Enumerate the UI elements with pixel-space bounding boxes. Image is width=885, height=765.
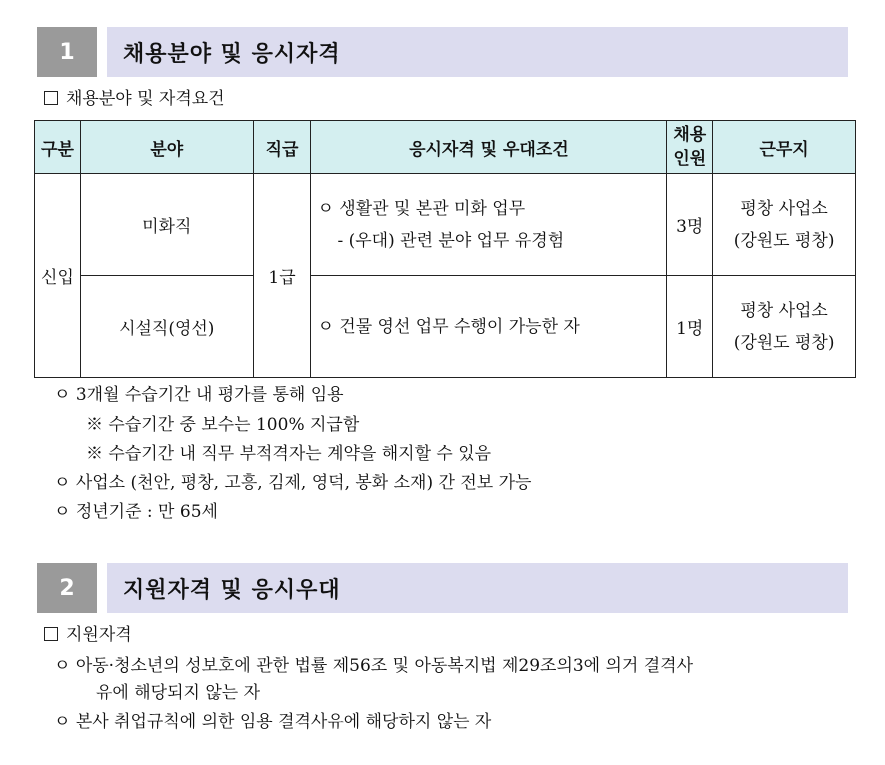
qualification-line: ㅇ 생활관 및 본관 미화 업무 <box>317 198 526 219</box>
cell-group: 신입 <box>35 174 81 378</box>
section-number: 1 <box>37 27 97 77</box>
cell-field: 미화직 <box>80 174 253 276</box>
section-2-header <box>37 563 848 613</box>
note-line: ㅇ 사업소 (천안, 평창, 고흥, 김제, 영덕, 봉화 소재) 간 전보 가능 <box>54 473 532 493</box>
recruitment-table <box>34 120 856 378</box>
cell-headcount: 3명 <box>667 174 713 276</box>
section-title: 지원자격 및 응시우대 <box>107 563 848 613</box>
header-qualification: 응시자격 및 우대조건 <box>311 121 667 174</box>
cell-qualification <box>311 174 667 276</box>
header-field: 분야 <box>80 121 253 174</box>
section-title: 채용분야 및 응시자격 <box>107 27 848 77</box>
subheading-text: 채용분야 및 자격요건 <box>66 89 225 109</box>
table-row <box>35 174 856 276</box>
cell-location <box>713 276 856 378</box>
header-location: 근무지 <box>713 121 856 174</box>
note-line: ※ 수습기간 내 직무 부적격자는 계약을 해지할 수 있음 <box>86 444 492 464</box>
qualification-item: ㅇ 본사 취업규칙에 의한 임용 결격사유에 해당하지 않는 자 <box>54 712 492 732</box>
cell-field: 시설직(영선) <box>80 276 253 378</box>
qualification-line: ㅇ 건물 영선 업무 수행이 가능한 자 <box>317 316 580 337</box>
header-category: 구분 <box>35 121 81 174</box>
subheading-text: 지원자격 <box>66 625 132 645</box>
qualification-line: - (우대) 관련 분야 업무 유경험 <box>337 230 565 251</box>
location-line: (강원도 평창) <box>733 230 835 251</box>
checkbox-square-icon <box>44 627 58 641</box>
checkbox-square-icon <box>44 91 58 105</box>
cell-qualification <box>311 276 667 378</box>
cell-grade: 1급 <box>253 174 311 378</box>
location-line: 평창 사업소 <box>740 300 828 321</box>
subheading <box>44 88 225 110</box>
qualification-item-continued: 유에 해당되지 않는 자 <box>96 683 261 703</box>
note-line: ※ 수습기간 중 보수는 100% 지급함 <box>86 415 360 435</box>
header-headcount: 채용 인원 <box>667 121 713 174</box>
location-line: (강원도 평창) <box>733 332 835 353</box>
section-1-header <box>37 27 848 77</box>
location-line: 평창 사업소 <box>740 198 828 219</box>
note-line: ㅇ 정년기준 : 만 65세 <box>54 502 218 522</box>
table-header-row <box>35 121 856 174</box>
section-number: 2 <box>37 563 97 613</box>
header-grade: 직급 <box>253 121 311 174</box>
qualification-item: ㅇ 아동·청소년의 성보호에 관한 법률 제56조 및 아동복지법 제29조의3에 의거 결격사 <box>54 656 694 676</box>
cell-location <box>713 174 856 276</box>
cell-headcount: 1명 <box>667 276 713 378</box>
subheading <box>44 624 132 646</box>
note-line: ㅇ 3개월 수습기간 내 평가를 통해 임용 <box>54 385 344 405</box>
table-row <box>35 276 856 378</box>
